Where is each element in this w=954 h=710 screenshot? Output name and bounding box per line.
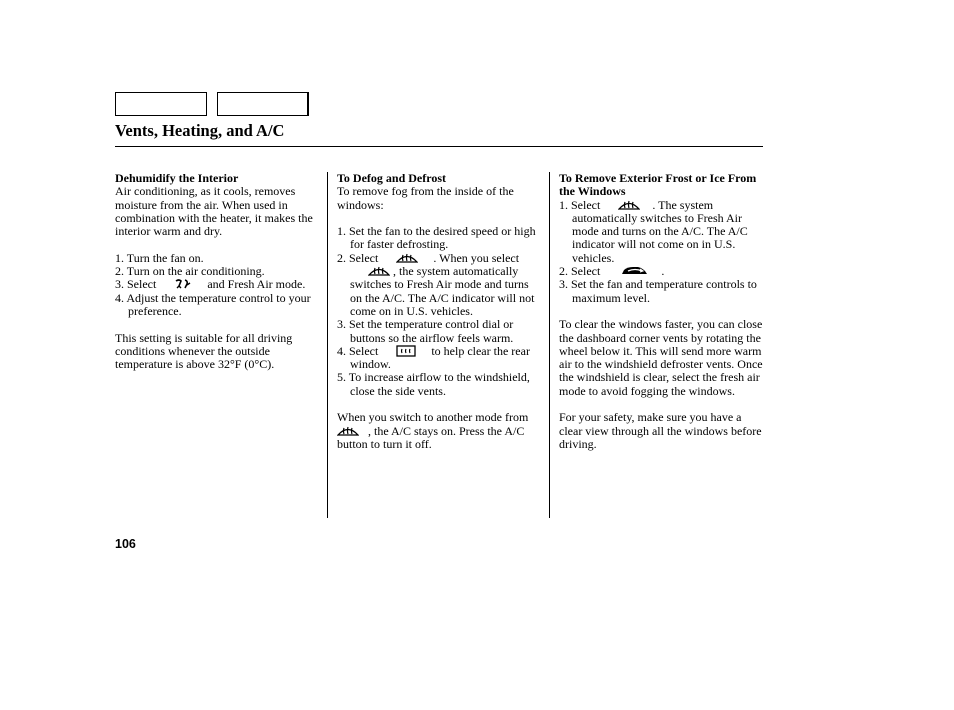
frost-step-2: 2. Select . [559,264,665,279]
defog-intro: To remove fog from the inside of the windows: [337,184,514,212]
dehumidify-step-2: 2. Turn on the air conditioning. [115,264,265,279]
defog-step-3: 3. Set the temperature control dial or buttons so the airflow feels warm. [337,317,514,345]
column-divider-1 [327,172,328,518]
column-dehumidify [115,172,323,371]
header-tab-box-right [217,92,309,116]
fresh-air-mode-icon [621,265,649,277]
column-defog [337,172,543,451]
defog-step-4: 4. Select to help clear the rear window. [337,343,530,372]
dehumidify-note: This setting is suitable for all driving conditions whenever the outside temperature is above 32°F (0°C). [115,330,293,372]
front-defrost-icon [396,252,418,264]
front-defrost-icon [618,199,640,211]
dehumidify-step-3: 3. Select and Fresh Air mode. [115,277,306,292]
defog-note: When you switch to another mode from , the A/C stays on. Press the A/C button to turn it off. [337,410,529,451]
frost-paragraph-1: To clear the windows faster, you can close the dashboard corner vents by rotating the wheel below it. This will send more warm air to the windshield defroster vents. Once the windshield is clear, select the fresh air mode to avoid fogging the windows. [559,317,763,398]
column-divider-2 [549,172,550,518]
title-rule [115,146,763,147]
page-number: 106 [115,537,136,551]
dehumidify-step-1: 1. Turn the fan on. [115,250,204,265]
frost-step-3: 3. Set the fan and temperature controls to maximum level. [559,277,757,305]
defog-step-2: 2. Select . When you select , the system automatically switches to Fresh Air mode and turns on the A/C. The A/C indicator will not come on in U.S. vehicles. [337,250,535,318]
header-tab-box-left [115,92,207,116]
page-title: Vents, Heating, and A/C [115,121,285,140]
dehumidify-intro: Air conditioning, as it cools, removes moisture from the air. When used in combination with the heater, it makes the interior warm and dry. [115,184,313,239]
front-defrost-icon [337,425,359,437]
frost-step-1: 1. Select . The system automatically switches to Fresh Air mode and turns on the A/C. The A/C indicator will not come on in U.S. vehicles. [559,197,748,265]
defog-step-5: 5. To increase airflow to the windshield, close the side vents. [337,370,530,398]
section-heading-dehumidify: Dehumidify the Interior [115,171,239,185]
front-defrost-icon [368,265,390,277]
floor-vent-mode-icon [174,278,192,290]
column-exterior-frost [559,172,763,451]
dehumidify-step-4: 4. Adjust the temperature control to your preference. [115,290,311,318]
frost-paragraph-2: For your safety, make sure you have a clear view through all the windows before driving. [559,410,762,451]
section-heading-exterior-frost: To Remove Exterior Frost or Ice From the Windows [559,171,757,199]
rear-defrost-icon [396,345,416,357]
section-heading-defog: To Defog and Defrost [337,171,447,185]
defog-step-1: 1. Set the fan to the desired speed or high for faster defrosting. [337,224,536,252]
